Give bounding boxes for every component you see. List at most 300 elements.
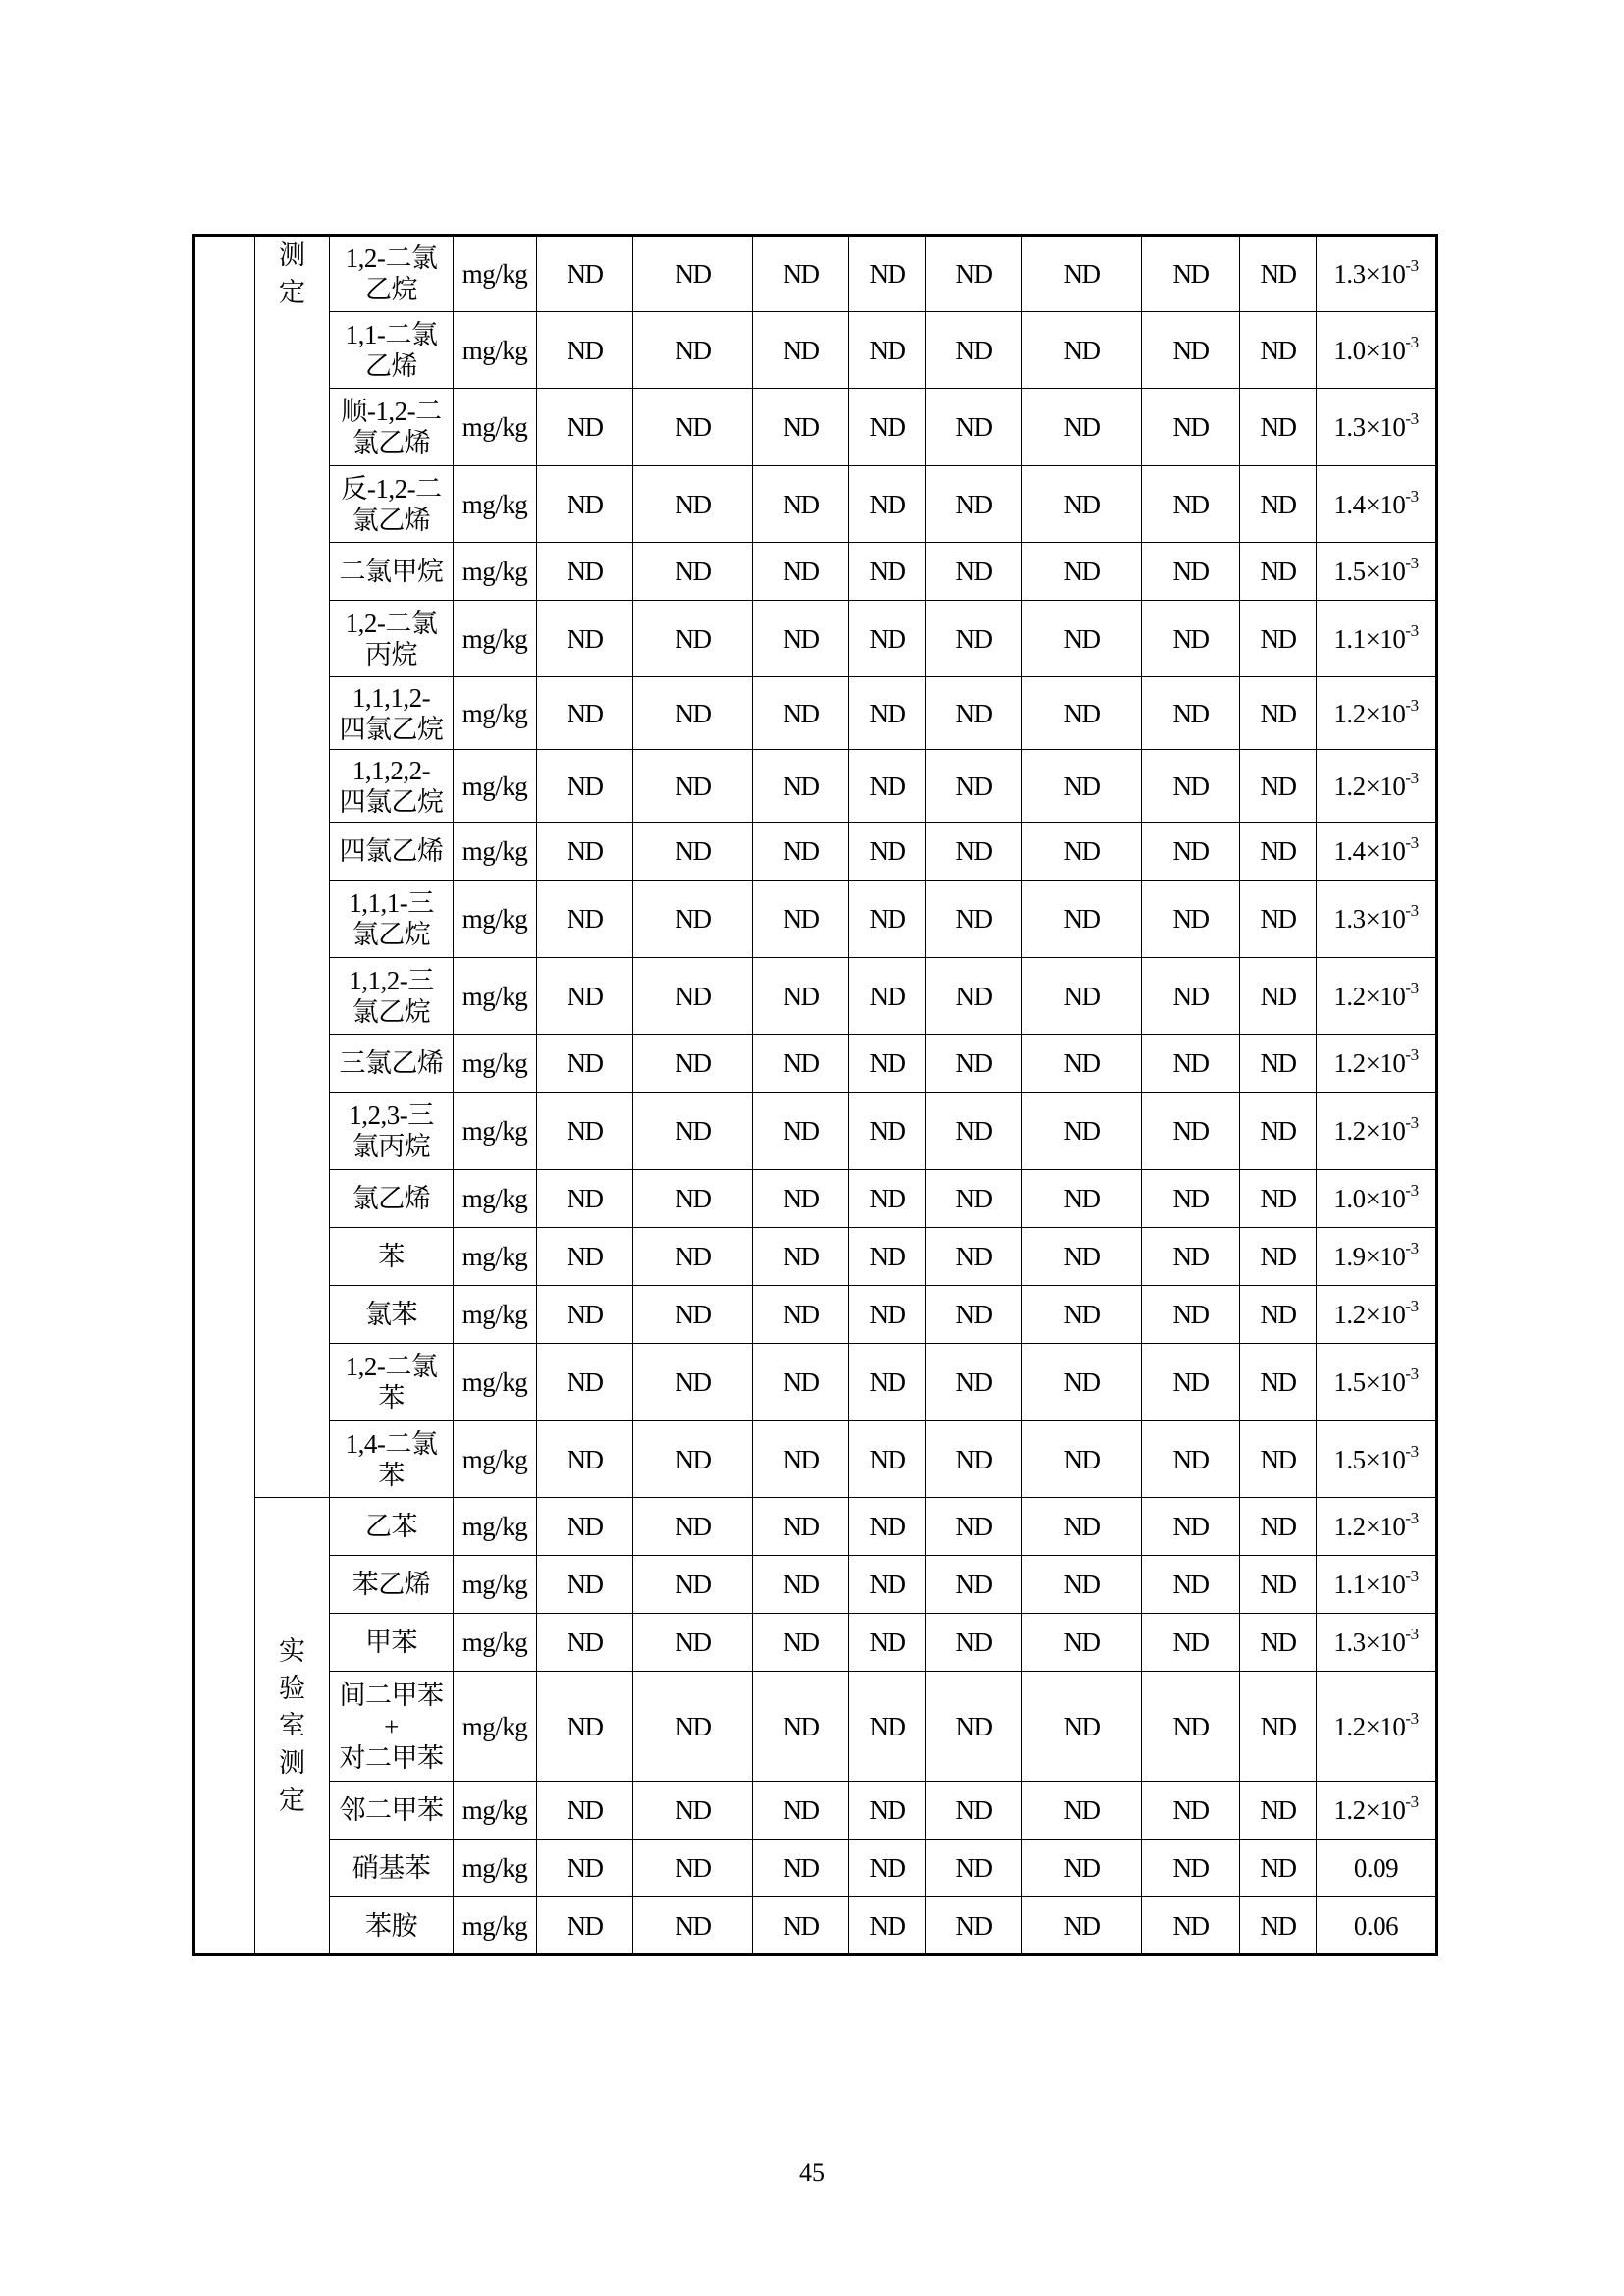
result-value-cell: ND: [1240, 1344, 1317, 1421]
detection-limit-cell: [1317, 466, 1437, 543]
results-table: [192, 234, 1438, 1956]
result-value-cell: ND: [1142, 236, 1240, 312]
detection-limit-exponent: -3: [1405, 486, 1419, 506]
result-value-cell: ND: [1240, 881, 1317, 958]
result-value-cell: ND: [926, 1498, 1022, 1556]
table-row: [194, 1498, 1437, 1556]
result-value-cell: ND: [1142, 312, 1240, 389]
detection-limit-exponent: -3: [1405, 1297, 1419, 1315]
detection-limit-mantissa: 1.0×10: [1333, 1184, 1406, 1213]
result-value-cell: ND: [926, 466, 1022, 543]
result-value-cell: ND: [753, 312, 849, 389]
unit-cell: mg/kg: [454, 389, 537, 466]
detection-limit-mantissa: 1.2×10: [1333, 698, 1406, 728]
unit-cell: mg/kg: [454, 750, 537, 823]
result-value-cell: ND: [849, 1093, 926, 1170]
result-value-cell: ND: [1022, 389, 1142, 466]
compound-name: 氯乙烯: [330, 1170, 454, 1228]
result-value-cell: ND: [753, 1840, 849, 1897]
table-row: [194, 1614, 1437, 1672]
detection-limit-cell: [1317, 1498, 1437, 1556]
result-value-cell: ND: [537, 1498, 633, 1556]
page-number: 45: [799, 2159, 825, 2187]
compound-name: 四氯乙烯: [330, 823, 454, 881]
result-value-cell: ND: [537, 312, 633, 389]
result-value-cell: ND: [849, 1840, 926, 1897]
compound-name: 硝基苯: [330, 1840, 454, 1897]
table-row: [194, 677, 1437, 750]
detection-limit-exponent: -3: [1405, 1708, 1419, 1728]
result-value-cell: ND: [753, 881, 849, 958]
compound-name: 邻二甲苯: [330, 1782, 454, 1840]
result-value-cell: ND: [537, 1421, 633, 1498]
unit-cell: mg/kg: [454, 1344, 537, 1421]
unit-cell: mg/kg: [454, 958, 537, 1035]
result-value-cell: ND: [1022, 1614, 1142, 1672]
result-value-cell: ND: [633, 1286, 753, 1344]
detection-limit-mantissa: 1.4×10: [1333, 836, 1406, 866]
result-value-cell: ND: [753, 1170, 849, 1228]
result-value-cell: ND: [1022, 1286, 1142, 1344]
result-value-cell: ND: [1240, 1035, 1317, 1093]
table-row: [194, 823, 1437, 881]
result-value-cell: ND: [926, 1556, 1022, 1614]
unit-cell: mg/kg: [454, 677, 537, 750]
result-value-cell: ND: [753, 1672, 849, 1782]
result-value-cell: ND: [537, 1840, 633, 1897]
result-value-cell: ND: [633, 1614, 753, 1672]
result-value-cell: ND: [1240, 750, 1317, 823]
result-value-cell: ND: [633, 1228, 753, 1286]
result-value-cell: ND: [633, 543, 753, 601]
compound-name: 1,2-二氯 丙烷: [330, 601, 454, 677]
result-value-cell: ND: [926, 958, 1022, 1035]
result-value-cell: ND: [926, 881, 1022, 958]
result-value-cell: ND: [926, 677, 1022, 750]
result-value-cell: ND: [1022, 236, 1142, 312]
result-value-cell: ND: [1142, 1344, 1240, 1421]
unit-cell: mg/kg: [454, 1421, 537, 1498]
detection-limit-cell: [1317, 312, 1437, 389]
result-value-cell: ND: [1142, 389, 1240, 466]
table-row: [194, 1093, 1437, 1170]
unit-cell: mg/kg: [454, 466, 537, 543]
result-value-cell: ND: [1022, 823, 1142, 881]
result-value-cell: ND: [1240, 1170, 1317, 1228]
detection-limit-mantissa: 1.2×10: [1333, 1048, 1406, 1078]
result-value-cell: ND: [753, 1498, 849, 1556]
result-value-cell: ND: [753, 236, 849, 312]
detection-limit-cell: [1317, 1170, 1437, 1228]
result-value-cell: ND: [537, 236, 633, 312]
table-row: [194, 236, 1437, 312]
unit-cell: mg/kg: [454, 601, 537, 677]
detection-limit-exponent: -3: [1405, 695, 1419, 715]
result-value-cell: ND: [1142, 1840, 1240, 1897]
result-value-cell: ND: [926, 1782, 1022, 1840]
detection-limit-exponent: -3: [1405, 1239, 1419, 1257]
result-value-cell: ND: [753, 1614, 849, 1672]
detection-limit-mantissa: 1.4×10: [1333, 489, 1406, 519]
result-value-cell: ND: [1240, 1897, 1317, 1955]
result-value-cell: ND: [1142, 1170, 1240, 1228]
result-value-cell: ND: [849, 677, 926, 750]
result-value-cell: ND: [1240, 1614, 1317, 1672]
detection-limit-exponent: -3: [1405, 1441, 1419, 1461]
result-value-cell: ND: [633, 1672, 753, 1782]
result-value-cell: ND: [1142, 1035, 1240, 1093]
result-value-cell: ND: [1240, 1421, 1317, 1498]
result-value-cell: ND: [1240, 543, 1317, 601]
result-value-cell: ND: [633, 677, 753, 750]
result-value-cell: ND: [633, 1840, 753, 1897]
table-row: [194, 958, 1437, 1035]
detection-limit-cell: [1317, 823, 1437, 881]
detection-limit-cell: [1317, 1286, 1437, 1344]
result-value-cell: ND: [1142, 823, 1240, 881]
result-value-cell: ND: [1240, 1228, 1317, 1286]
result-value-cell: ND: [1022, 958, 1142, 1035]
result-value-cell: ND: [537, 1093, 633, 1170]
result-value-cell: ND: [849, 1498, 926, 1556]
compound-name: 1,2-二氯 苯: [330, 1344, 454, 1421]
result-value-cell: ND: [849, 1344, 926, 1421]
detection-limit-exponent: -3: [1405, 901, 1419, 920]
detection-limit-mantissa: 0.09: [1353, 1853, 1399, 1883]
detection-limit-cell: [1317, 1672, 1437, 1782]
result-value-cell: ND: [753, 1035, 849, 1093]
results-table-container: [192, 234, 1435, 1956]
result-value-cell: ND: [1240, 1286, 1317, 1344]
detection-limit-cell: [1317, 881, 1437, 958]
detection-limit-cell: [1317, 1897, 1437, 1955]
result-value-cell: ND: [1022, 543, 1142, 601]
result-value-cell: ND: [926, 1614, 1022, 1672]
detection-limit-cell: [1317, 1840, 1437, 1897]
detection-limit-mantissa: 1.0×10: [1333, 335, 1406, 365]
result-value-cell: ND: [849, 601, 926, 677]
result-value-cell: ND: [1240, 1672, 1317, 1782]
detection-limit-exponent: -3: [1405, 1113, 1419, 1132]
table-row: [194, 1840, 1437, 1897]
result-value-cell: ND: [633, 1782, 753, 1840]
unit-cell: mg/kg: [454, 1228, 537, 1286]
compound-name: 1,2,3-三 氯丙烷: [330, 1093, 454, 1170]
results-table-body: [194, 236, 1437, 1955]
compound-name: 二氯甲烷: [330, 543, 454, 601]
detection-limit-exponent: -3: [1405, 1509, 1419, 1527]
result-value-cell: ND: [1022, 1897, 1142, 1955]
unit-cell: mg/kg: [454, 1556, 537, 1614]
unit-cell: mg/kg: [454, 1614, 537, 1672]
result-value-cell: ND: [1022, 1170, 1142, 1228]
result-value-cell: ND: [926, 1344, 1022, 1421]
result-value-cell: ND: [1022, 601, 1142, 677]
result-value-cell: ND: [1022, 677, 1142, 750]
table-row: [194, 750, 1437, 823]
result-value-cell: ND: [1142, 1286, 1240, 1344]
unit-cell: mg/kg: [454, 1897, 537, 1955]
result-value-cell: ND: [849, 1614, 926, 1672]
detection-limit-exponent: -3: [1405, 833, 1419, 852]
result-value-cell: ND: [1240, 823, 1317, 881]
result-value-cell: ND: [537, 1672, 633, 1782]
result-value-cell: ND: [753, 958, 849, 1035]
compound-name: 反-1,2-二 氯乙烯: [330, 466, 454, 543]
result-value-cell: ND: [537, 1286, 633, 1344]
detection-limit-cell: [1317, 750, 1437, 823]
detection-limit-mantissa: 1.2×10: [1333, 1795, 1406, 1825]
result-value-cell: ND: [849, 1035, 926, 1093]
unit-cell: mg/kg: [454, 1093, 537, 1170]
result-value-cell: ND: [633, 466, 753, 543]
result-value-cell: ND: [1142, 958, 1240, 1035]
table-row: [194, 1782, 1437, 1840]
result-value-cell: ND: [926, 1897, 1022, 1955]
table-row: [194, 466, 1437, 543]
result-value-cell: ND: [537, 543, 633, 601]
result-value-cell: ND: [1142, 1093, 1240, 1170]
group-label-cell: [255, 236, 330, 1498]
detection-limit-cell: [1317, 236, 1437, 312]
detection-limit-mantissa: 1.2×10: [1333, 1300, 1406, 1329]
result-value-cell: ND: [633, 750, 753, 823]
detection-limit-cell: [1317, 601, 1437, 677]
result-value-cell: ND: [537, 677, 633, 750]
compound-name: 1,1,1-三 氯乙烷: [330, 881, 454, 958]
result-value-cell: ND: [537, 1897, 633, 1955]
detection-limit-exponent: -3: [1405, 1181, 1419, 1200]
result-value-cell: ND: [926, 1093, 1022, 1170]
result-value-cell: ND: [753, 389, 849, 466]
result-value-cell: ND: [926, 750, 1022, 823]
detection-limit-cell: [1317, 1421, 1437, 1498]
detection-limit-mantissa: 1.1×10: [1333, 623, 1406, 654]
result-value-cell: ND: [1022, 1421, 1142, 1498]
detection-limit-exponent: -3: [1405, 1045, 1419, 1064]
detection-limit-mantissa: 1.5×10: [1333, 1444, 1406, 1474]
result-value-cell: ND: [849, 389, 926, 466]
result-value-cell: ND: [633, 823, 753, 881]
table-row: [194, 1421, 1437, 1498]
result-value-cell: ND: [537, 823, 633, 881]
result-value-cell: ND: [926, 236, 1022, 312]
result-value-cell: ND: [1142, 1228, 1240, 1286]
result-value-cell: ND: [537, 881, 633, 958]
result-value-cell: ND: [537, 1344, 633, 1421]
result-value-cell: ND: [633, 236, 753, 312]
result-value-cell: ND: [1240, 601, 1317, 677]
detection-limit-mantissa: 1.9×10: [1333, 1242, 1406, 1271]
result-value-cell: ND: [537, 750, 633, 823]
result-value-cell: ND: [753, 1556, 849, 1614]
result-value-cell: ND: [633, 1093, 753, 1170]
detection-limit-mantissa: 1.2×10: [1333, 771, 1406, 801]
table-row: [194, 1286, 1437, 1344]
result-value-cell: ND: [537, 1228, 633, 1286]
compound-name: 乙苯: [330, 1498, 454, 1556]
unit-cell: mg/kg: [454, 543, 537, 601]
table-row: [194, 1897, 1437, 1955]
compound-name: 顺-1,2-二 氯乙烯: [330, 389, 454, 466]
result-value-cell: ND: [633, 1498, 753, 1556]
detection-limit-exponent: -3: [1405, 256, 1419, 275]
result-value-cell: ND: [537, 389, 633, 466]
result-value-cell: ND: [633, 312, 753, 389]
result-value-cell: ND: [753, 1286, 849, 1344]
result-value-cell: ND: [1022, 1344, 1142, 1421]
table-row: [194, 1035, 1437, 1093]
detection-limit-exponent: -3: [1405, 1567, 1419, 1585]
result-value-cell: ND: [1142, 1421, 1240, 1498]
result-value-cell: ND: [1022, 750, 1142, 823]
result-value-cell: ND: [849, 1421, 926, 1498]
result-value-cell: ND: [1022, 1228, 1142, 1286]
detection-limit-mantissa: 1.2×10: [1333, 981, 1406, 1011]
detection-limit-exponent: -3: [1405, 554, 1419, 572]
result-value-cell: ND: [633, 1035, 753, 1093]
result-value-cell: ND: [1240, 1498, 1317, 1556]
result-value-cell: ND: [1240, 1840, 1317, 1897]
compound-name: 苯: [330, 1228, 454, 1286]
compound-name: 三氯乙烯: [330, 1035, 454, 1093]
result-value-cell: ND: [1022, 466, 1142, 543]
result-value-cell: ND: [1142, 543, 1240, 601]
compound-name: 1,4-二氯 苯: [330, 1421, 454, 1498]
result-value-cell: ND: [537, 1782, 633, 1840]
result-value-cell: ND: [1240, 389, 1317, 466]
result-value-cell: ND: [633, 1556, 753, 1614]
detection-limit-mantissa: 1.3×10: [1333, 904, 1406, 934]
result-value-cell: ND: [849, 1782, 926, 1840]
unit-cell: mg/kg: [454, 1782, 537, 1840]
blank-margin-cell: [194, 236, 255, 1955]
detection-limit-cell: [1317, 1782, 1437, 1840]
group-label-cell: [255, 1498, 330, 1955]
result-value-cell: ND: [1142, 881, 1240, 958]
result-value-cell: ND: [849, 1170, 926, 1228]
table-row: [194, 389, 1437, 466]
result-value-cell: ND: [1240, 466, 1317, 543]
result-value-cell: ND: [1142, 466, 1240, 543]
detection-limit-exponent: -3: [1405, 978, 1419, 997]
compound-name: 1,1,2-三 氯乙烷: [330, 958, 454, 1035]
detection-limit-exponent: -3: [1405, 620, 1419, 640]
result-value-cell: ND: [926, 1170, 1022, 1228]
result-value-cell: ND: [753, 601, 849, 677]
group-label: 实 验 室 测 定: [279, 1636, 305, 1815]
result-value-cell: ND: [633, 1170, 753, 1228]
result-value-cell: ND: [1142, 1498, 1240, 1556]
result-value-cell: ND: [849, 750, 926, 823]
table-row: [194, 1672, 1437, 1782]
unit-cell: mg/kg: [454, 236, 537, 312]
detection-limit-cell: [1317, 677, 1437, 750]
unit-cell: mg/kg: [454, 312, 537, 389]
result-value-cell: ND: [753, 466, 849, 543]
table-row: [194, 881, 1437, 958]
result-value-cell: ND: [1142, 1614, 1240, 1672]
detection-limit-cell: [1317, 1614, 1437, 1672]
result-value-cell: ND: [1240, 1782, 1317, 1840]
unit-cell: mg/kg: [454, 1035, 537, 1093]
result-value-cell: ND: [1022, 1093, 1142, 1170]
detection-limit-cell: [1317, 1035, 1437, 1093]
detection-limit-mantissa: 1.2×10: [1333, 1512, 1406, 1541]
result-value-cell: ND: [926, 1286, 1022, 1344]
result-value-cell: ND: [753, 1344, 849, 1421]
table-row: [194, 543, 1437, 601]
detection-limit-mantissa: 1.5×10: [1333, 557, 1406, 586]
compound-name: 苯乙烯: [330, 1556, 454, 1614]
result-value-cell: ND: [849, 958, 926, 1035]
result-value-cell: ND: [1142, 1556, 1240, 1614]
result-value-cell: ND: [849, 1556, 926, 1614]
result-value-cell: ND: [926, 389, 1022, 466]
result-value-cell: ND: [849, 466, 926, 543]
unit-cell: mg/kg: [454, 1286, 537, 1344]
detection-limit-cell: [1317, 389, 1437, 466]
detection-limit-mantissa: 1.3×10: [1333, 412, 1406, 442]
compound-name: 甲苯: [330, 1614, 454, 1672]
result-value-cell: ND: [849, 1897, 926, 1955]
compound-name: 1,1,1,2- 四氯乙烷: [330, 677, 454, 750]
detection-limit-mantissa: 1.5×10: [1333, 1367, 1406, 1397]
result-value-cell: ND: [926, 601, 1022, 677]
result-value-cell: ND: [926, 1035, 1022, 1093]
result-value-cell: ND: [1240, 312, 1317, 389]
result-value-cell: ND: [1142, 1897, 1240, 1955]
result-value-cell: ND: [849, 236, 926, 312]
unit-cell: mg/kg: [454, 823, 537, 881]
detection-limit-mantissa: 1.2×10: [1333, 1116, 1406, 1146]
result-value-cell: ND: [537, 601, 633, 677]
compound-name: 苯胺: [330, 1897, 454, 1955]
result-value-cell: ND: [753, 543, 849, 601]
result-value-cell: ND: [849, 312, 926, 389]
result-value-cell: ND: [849, 1286, 926, 1344]
compound-name: 氯苯: [330, 1286, 454, 1344]
result-value-cell: ND: [1022, 1498, 1142, 1556]
result-value-cell: ND: [1142, 677, 1240, 750]
result-value-cell: ND: [1022, 1035, 1142, 1093]
compound-name: 间二甲苯 + 对二甲苯: [330, 1672, 454, 1782]
result-value-cell: ND: [926, 1672, 1022, 1782]
detection-limit-mantissa: 1.1×10: [1333, 1570, 1406, 1599]
result-value-cell: ND: [926, 1228, 1022, 1286]
result-value-cell: ND: [1240, 677, 1317, 750]
result-value-cell: ND: [1142, 1672, 1240, 1782]
detection-limit-mantissa: 1.3×10: [1333, 259, 1406, 289]
detection-limit-cell: [1317, 1344, 1437, 1421]
group-label: 测 定: [279, 240, 305, 307]
detection-limit-mantissa: 1.2×10: [1333, 1711, 1406, 1741]
result-value-cell: ND: [1022, 1556, 1142, 1614]
detection-limit-mantissa: 0.06: [1353, 1910, 1399, 1941]
detection-limit-exponent: -3: [1405, 1625, 1419, 1643]
detection-limit-exponent: -3: [1405, 332, 1419, 351]
result-value-cell: ND: [753, 677, 849, 750]
detection-limit-cell: [1317, 1093, 1437, 1170]
result-value-cell: ND: [1022, 312, 1142, 389]
result-value-cell: ND: [753, 1897, 849, 1955]
result-value-cell: ND: [1240, 1093, 1317, 1170]
result-value-cell: ND: [537, 1614, 633, 1672]
result-value-cell: ND: [753, 750, 849, 823]
result-value-cell: ND: [926, 1840, 1022, 1897]
result-value-cell: ND: [537, 466, 633, 543]
result-value-cell: ND: [633, 881, 753, 958]
